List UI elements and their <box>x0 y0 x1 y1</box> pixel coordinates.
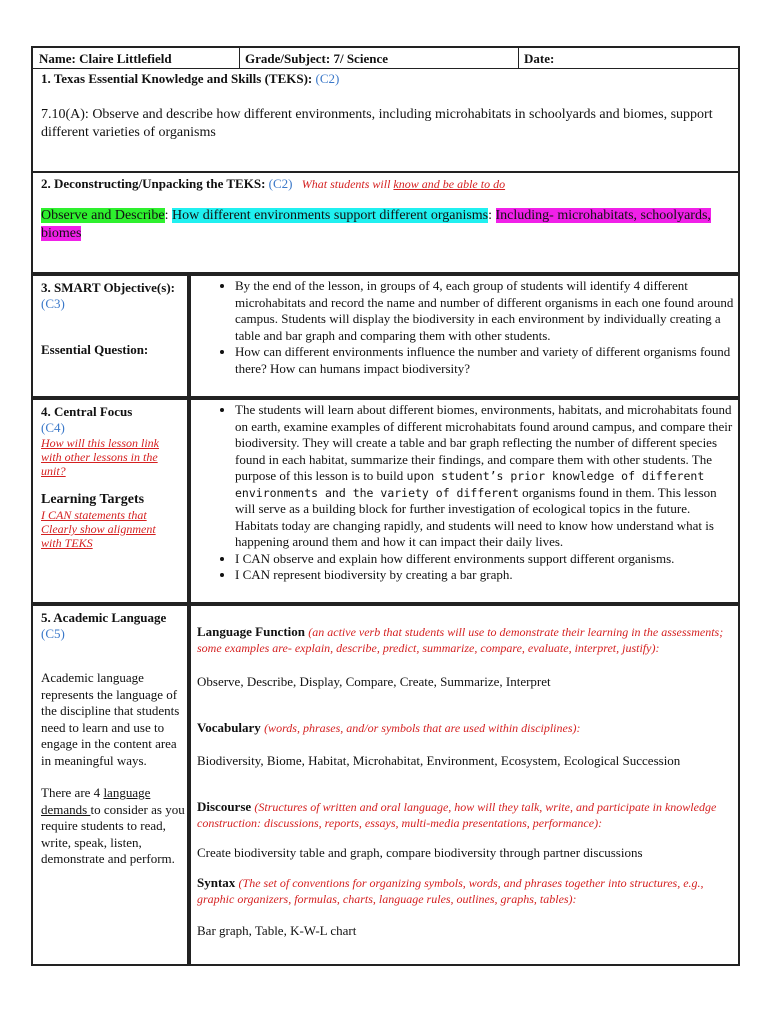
central-focus-code: (C4) <box>41 420 65 435</box>
central-focus-bullet: • The students will learn about different biomes, environments, habitats, and microhabitats found on earth, examine examples of different microhabitats found around campus, and compare their biodiversity. They will create a table and bar graph reflecting the number of different species found in each habitat, summarize their findings, and compare them with other students. The purpose of this lesson is to build upon student’s prior knowledge of different environments and the variety of different organisms found in them. This lesson will serve as a building block for further investigation of ecological topics in the future. Habitats today are changing rapidly, and students will need to know how understand what is happening around them and how it can impact their daily lives. <box>235 402 736 551</box>
academic-language-definition: Academic language represents the language of the discipline that students need to learn and use to engage in the content area in meaningful ways. <box>41 670 180 768</box>
smart-bullets <box>191 278 736 377</box>
academic-language-left <box>41 610 187 868</box>
language-function-value: Observe, Describe, Display, Compare, Create, Summarize, Interpret <box>197 674 551 689</box>
name-cell <box>39 51 239 67</box>
student-name: Claire Littlefield <box>79 51 172 66</box>
teks-code: (C2) <box>315 71 340 86</box>
learning-targets-label: Learning Targets <box>41 492 145 507</box>
section-academic-language <box>33 604 738 964</box>
learning-target-bullet: • I CAN represent biodiversity by creating a bar graph. <box>235 567 736 584</box>
section-central-focus <box>33 398 738 604</box>
vocabulary-value: Biodiversity, Biome, Habitat, Microhabitat, Environment, Ecosystem, Ecological Succession <box>197 753 681 768</box>
smart-left <box>41 280 186 358</box>
section-teks <box>33 69 738 173</box>
teks-statement: 7.10(A): Observe and describe how different environments, including microhabitats in schoolyards and biomes, support different varieties of organisms <box>41 107 713 140</box>
language-demands-text: There are 4 language demands to consider as you require students to read, write, speak, listen, demonstrate and perform. <box>41 785 185 866</box>
smart-objective-bullet: • By the end of the lesson, in groups of 4, each group of students will identify 4 different microhabitats and record the name and number of different organisms in each one found around campus. Students will display the biodiversity in each environment by individually creating a table and bar graph and comparing them with other students. <box>235 278 736 344</box>
discourse: Discourse (Structures of written and oral language, how will they talk, write, and participate in knowledge construction: discussions, reports, essays, multi-media presentations, performance): <box>197 799 717 830</box>
grade-subject-cell <box>245 51 505 67</box>
grade-value: 7/ Science <box>333 51 388 66</box>
syntax-value: Bar graph, Table, K-W-L chart <box>197 923 357 938</box>
grade-label: Grade/Subject: <box>245 51 331 66</box>
highlight-including: Including- microhabitats, schoolyards, biomes <box>41 208 711 241</box>
smart-code: (C3) <box>41 296 65 311</box>
smart-right <box>191 278 736 377</box>
section-smart-objectives <box>33 274 738 398</box>
learning-target-bullet: • I CAN observe and explain how different environments support different organisms. <box>235 551 736 568</box>
essential-question-label: Essential Question: <box>41 342 149 357</box>
unpacking-text: Observe and Describe: How different environments support different organisms: Including- microhabitats, schoolyards, biomes <box>41 208 711 241</box>
central-focus-left <box>41 404 181 550</box>
syntax: Syntax (The set of conventions for organizing symbols, words, and phrases together into structures, e.g., graphic organizers, formulas, charts, language rules, outlines, graphs, tables): <box>197 875 704 906</box>
vocabulary: Vocabulary (words, phrases, and/or symbols that are used within disciplines): <box>197 720 581 735</box>
header-row <box>33 48 738 69</box>
discourse-value: Create biodiversity table and graph, compare biodiversity through partner discussions <box>197 845 643 860</box>
teks-title: 1. Texas Essential Knowledge and Skills (TEKS): (C2) <box>41 71 340 86</box>
unpacking-title: 2. Deconstructing/Unpacking the TEKS: (C2) What students will know and be able to do <box>41 176 506 191</box>
central-focus-note: How will this lesson link with other lessons in the unit? <box>41 436 160 478</box>
academic-language-title: 5. Academic Language <box>41 610 167 625</box>
unpacking-code: (C2) <box>268 176 293 191</box>
central-focus-bullets <box>191 402 736 584</box>
language-function: Language Function (an active verb that students will use to demonstrate their learning in the assessments; some examples are- explain, describe, predict, summarize, compare, evaluate, interpret, justify): <box>197 624 724 655</box>
name-label: Name: <box>39 51 76 66</box>
academic-language-code: (C5) <box>41 626 65 641</box>
section-unpacking <box>33 173 738 274</box>
central-focus-right <box>191 402 736 584</box>
highlight-environments: How different environments support different organisms <box>172 208 489 223</box>
essential-question-bullet: • How can different environments influence the number and variety of different organisms found there? How can humans impact biodiversity? <box>235 344 736 377</box>
date-label: Date: <box>524 51 555 66</box>
date-cell <box>524 51 554 67</box>
highlight-observe-describe: Observe and Describe <box>41 208 165 223</box>
academic-language-right <box>197 624 737 939</box>
lesson-plan-document <box>31 46 740 966</box>
unpacking-note: What students will know and be able to do <box>301 177 506 191</box>
smart-title: 3. SMART Objective(s): (C3) <box>41 280 175 311</box>
learning-targets-note: I CAN statements that Clearly show alignment with TEKS <box>41 508 156 550</box>
central-focus-title: 4. Central Focus <box>41 404 133 419</box>
